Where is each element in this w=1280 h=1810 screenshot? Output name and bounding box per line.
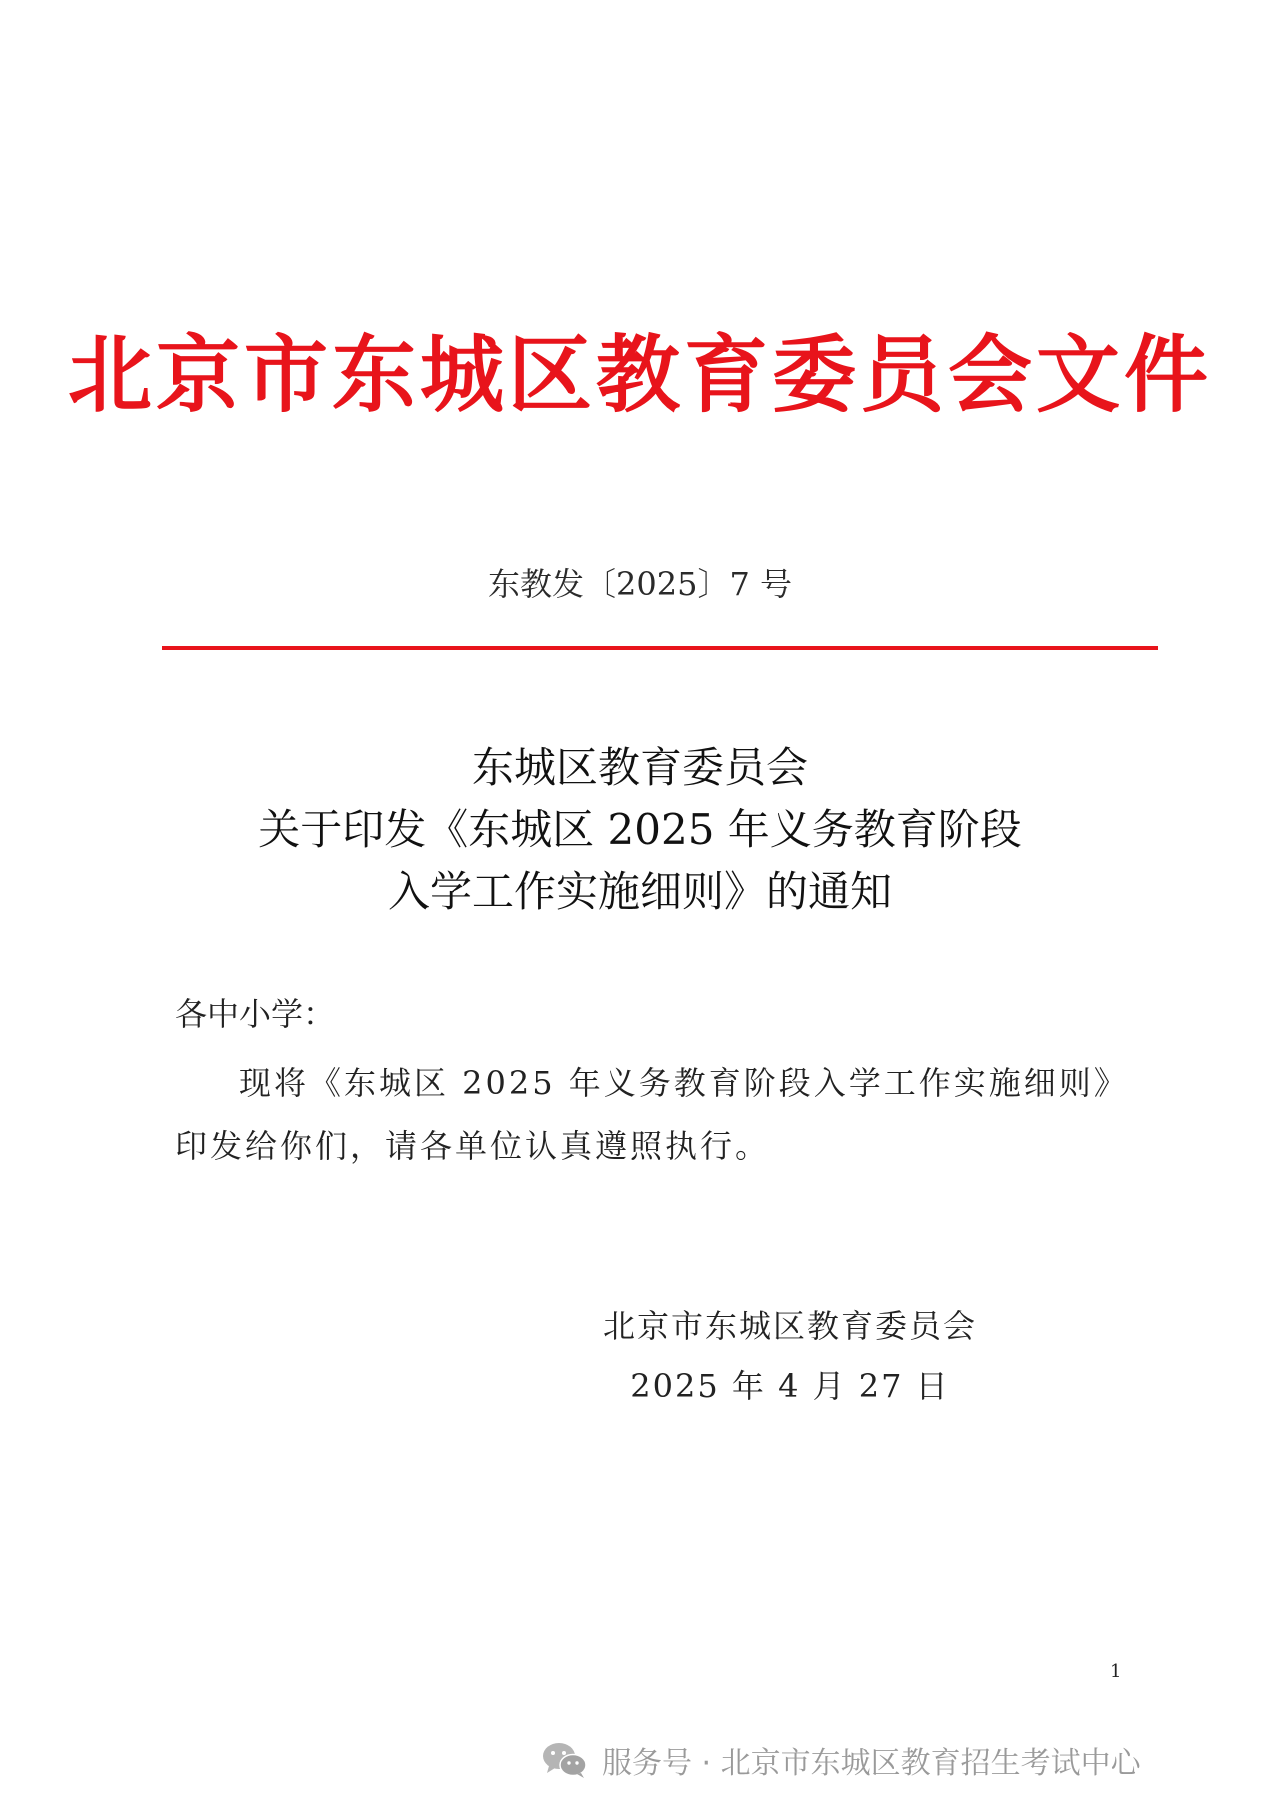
notice-title xyxy=(0,737,1280,923)
salutation: 各中小学： xyxy=(175,995,336,1033)
title-line-3: 入学工作实施细则》的通知 xyxy=(387,867,892,916)
page-number: 1 xyxy=(1110,1661,1122,1682)
issue-date: 2025 年 4 月 27 日 xyxy=(630,1367,950,1405)
watermark-text: 服务号 · 北京市东城区教育招生考试中心 xyxy=(602,1746,1141,1781)
title-line-1: 东城区教育委员会 xyxy=(471,743,808,792)
title-line-2: 关于印发《东城区 2025 年义务教育阶段 xyxy=(258,805,1022,854)
body-paragraph: 现将《东城区 2025 年义务教育阶段入学工作实施细则》印发给你们，请各单位认真遵照执行。 xyxy=(175,1064,1129,1165)
watermark xyxy=(540,1735,1141,1785)
issuer-name: 北京市东城区教育委员会 xyxy=(602,1307,977,1345)
red-divider xyxy=(162,646,1158,650)
signature-block xyxy=(560,1296,1020,1416)
red-header-title: 北京市东城区教育委员会文件 xyxy=(67,326,1212,424)
wechat-icon xyxy=(540,1740,590,1780)
document-number: 东教发〔2025〕7 号 xyxy=(488,565,792,603)
